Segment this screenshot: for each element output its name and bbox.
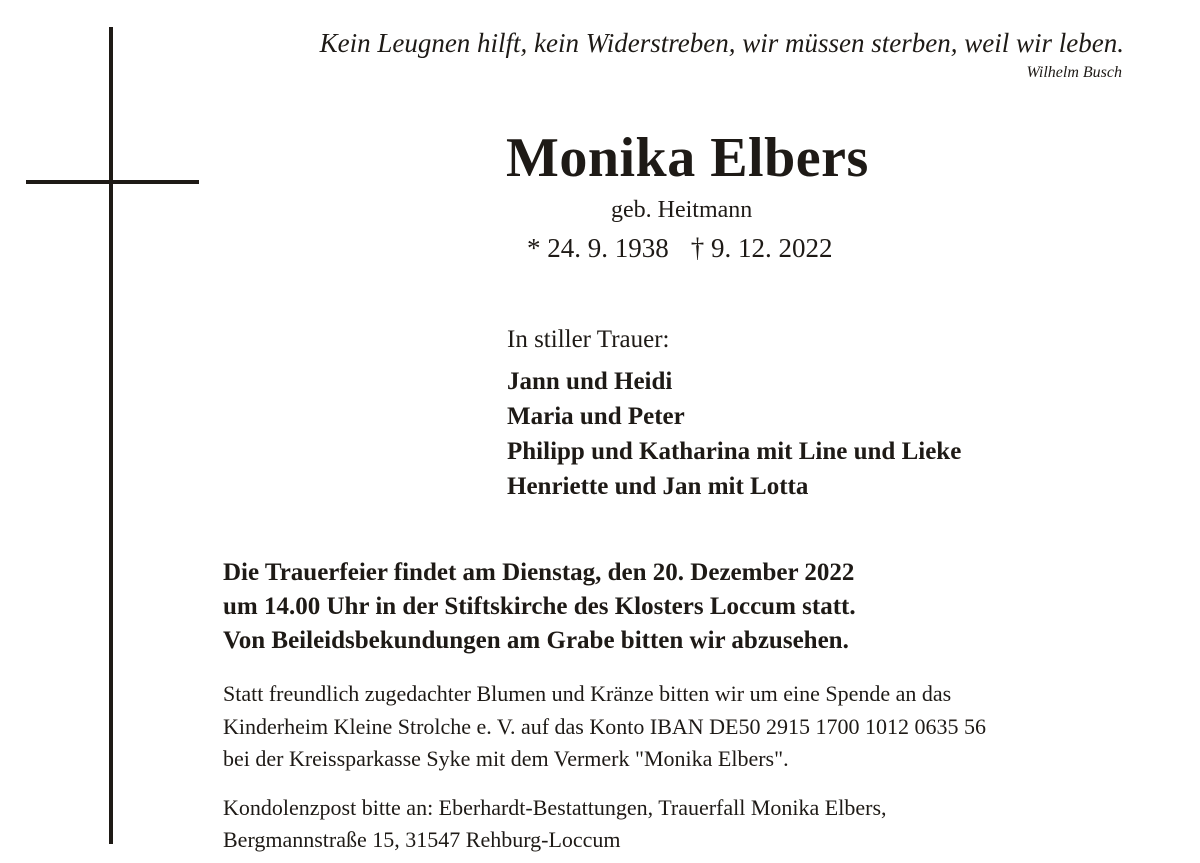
born-name: geb. Heitmann xyxy=(611,197,753,223)
ceremony-line: um 14.00 Uhr in der Stiftskirche des Klosters Loccum statt. xyxy=(223,593,856,620)
family-line: Henriette und Jan mit Lotta xyxy=(507,473,809,500)
ceremony-line: Von Beileidsbekundungen am Grabe bitten wir abzusehen. xyxy=(223,627,849,654)
family-line: Philipp und Katharina mit Line und Lieke xyxy=(507,438,962,465)
cross-horizontal-bar xyxy=(26,180,199,184)
quote-text: Kein Leugnen hilft, kein Widerstreben, wir müssen sterben, weil wir leben. xyxy=(319,28,1124,58)
deceased-name: Monika Elbers xyxy=(506,127,869,189)
family-line: Jann und Heidi xyxy=(507,368,673,395)
birth-date: * 24. 9. 1938 xyxy=(527,233,669,263)
cross-vertical-bar xyxy=(109,27,113,844)
condolence-line: Bergmannstraße 15, 31547 Rehburg-Loccum xyxy=(223,827,621,852)
donation-line: Statt freundlich zugedachter Blumen und Kränze bitten wir um eine Spende an das xyxy=(223,681,952,706)
death-date: † 9. 12. 2022 xyxy=(690,233,833,263)
family-line: Maria und Peter xyxy=(507,403,685,430)
donation-line: Kinderheim Kleine Strolche e. V. auf das Konto IBAN DE50 2915 1700 1012 0635 56 xyxy=(223,714,986,739)
donation-line: bei der Kreissparkasse Syke mit dem Vermerk "Monika Elbers". xyxy=(223,746,789,771)
ceremony-line: Die Trauerfeier findet am Dienstag, den 20. Dezember 2022 xyxy=(223,559,855,586)
quote-author: Wilhelm Busch xyxy=(1026,64,1122,81)
mourning-heading: In stiller Trauer: xyxy=(507,326,670,353)
condolence-line: Kondolenzpost bitte an: Eberhardt-Bestattungen, Trauerfall Monika Elbers, xyxy=(223,795,887,820)
life-dates xyxy=(527,233,833,264)
